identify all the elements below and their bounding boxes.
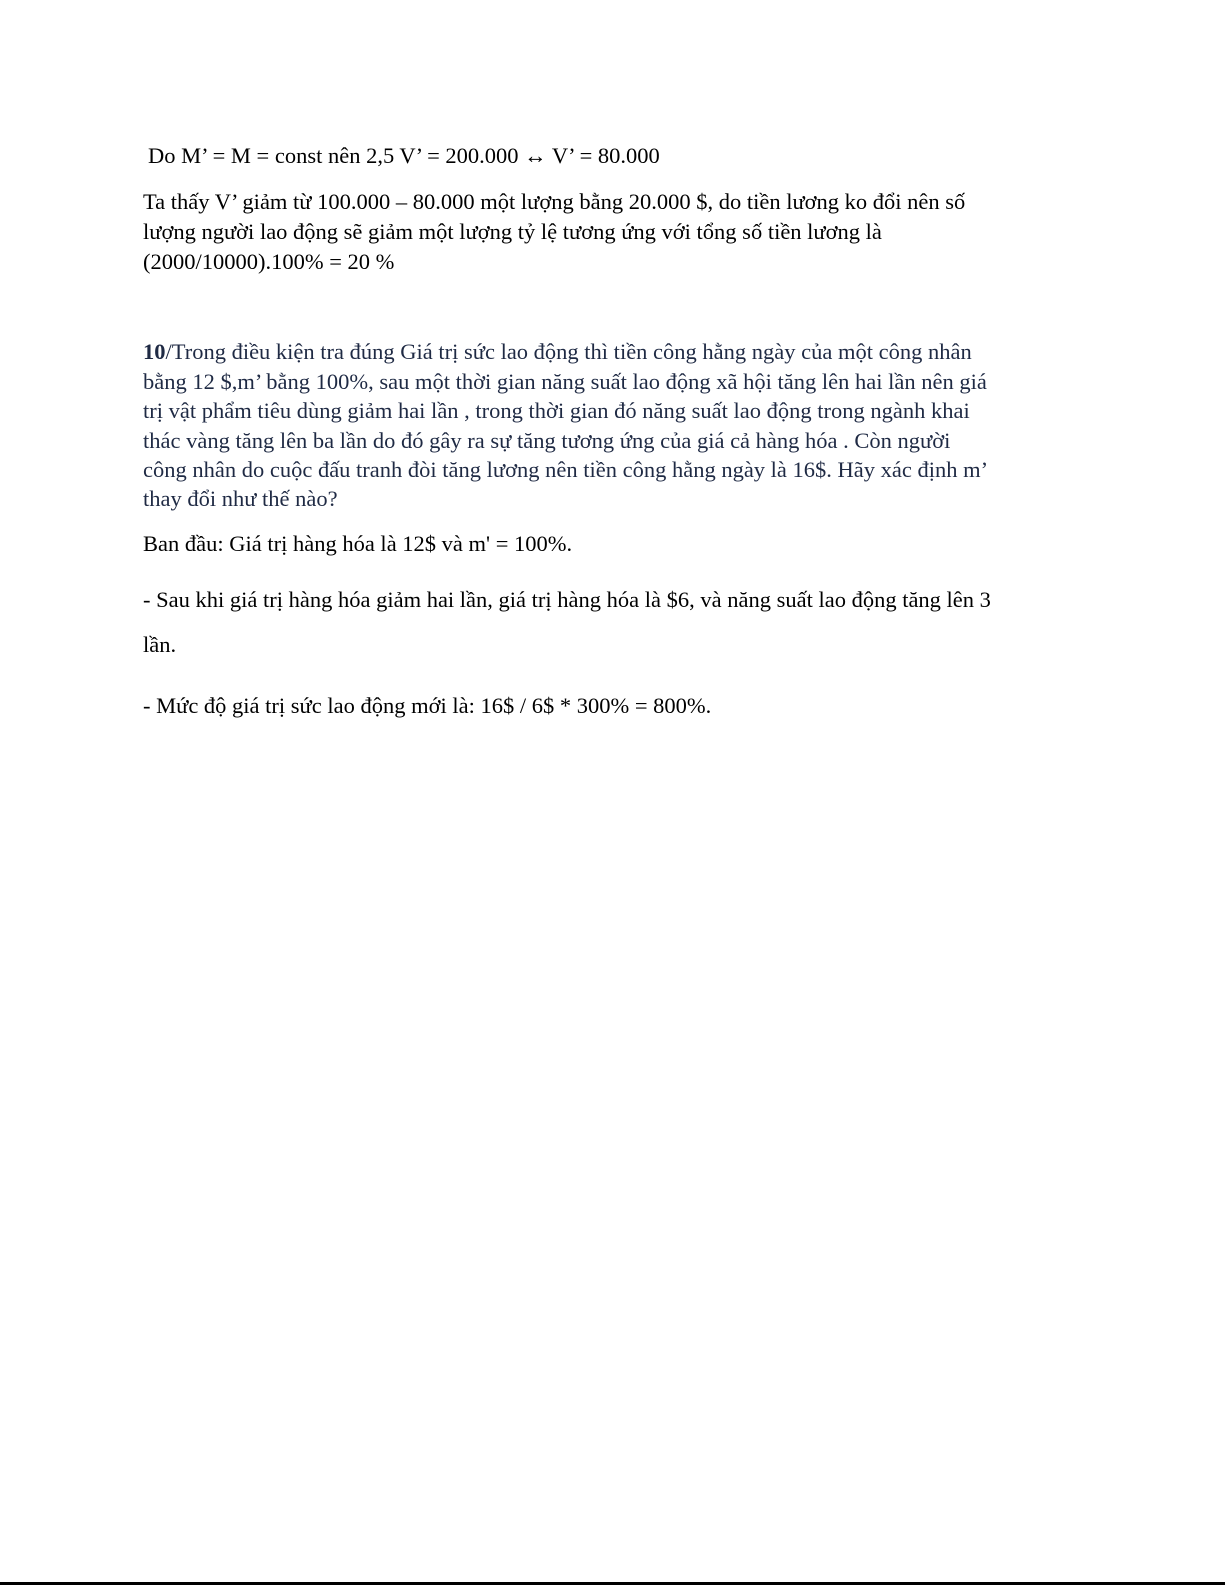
question-line-4: thác vàng tăng lên ba lần do đó gây ra sự tăng tương ứng của giá cả hàng hóa . Còn người [143, 428, 951, 453]
question-first-line [143, 337, 972, 367]
answer-initial: Ban đầu: Giá trị hàng hóa là 12$ và m' = 100%. [143, 531, 573, 556]
question-line-5: công nhân do cuộc đấu tranh đòi tăng lương nên tiền công hằng ngày là 16$. Hãy xác định m’ [143, 457, 989, 482]
answer-step1-line1: - Sau khi giá trị hàng hóa giảm hai lần, giá trị hàng hóa là $6, và năng suất lao động tăng lên 3 [143, 587, 991, 612]
question-first-line-text: /Trong điều kiện tra đúng Giá trị sức lao động thì tiền công hằng ngày của một công nhân [165, 339, 972, 364]
question-number: 10 [143, 339, 166, 364]
answer-step1-line2: lần. [143, 632, 177, 657]
question-line-3: trị vật phẩm tiêu dùng giảm hai lần , trong thời gian đó năng suất lao động trong ngành khai [143, 398, 970, 423]
equation-line: Do M’ = M = const nên 2,5 V’ = 200.000 ↔ V’ = 80.000 [148, 143, 660, 168]
paragraph-line-2: lượng người lao động sẽ giảm một lượng tỷ lệ tương ứng với tổng số tiền lương là [143, 219, 882, 244]
answer-step2: - Mức độ giá trị sức lao động mới là: 16$ / 6$ * 300% = 800%. [143, 693, 712, 718]
paragraph-line-3: (2000/10000).100% = 20 % [143, 249, 395, 274]
paragraph-line-1: Ta thấy V’ giảm từ 100.000 – 80.000 một lượng bằng 20.000 $, do tiền lương ko đổi nên số [143, 189, 966, 214]
question-line-6: thay đổi như thế nào? [143, 486, 338, 511]
question-line-2: bằng 12 $,m’ bằng 100%, sau một thời gian năng suất lao động xã hội tăng lên hai lần nên giá [143, 369, 987, 394]
